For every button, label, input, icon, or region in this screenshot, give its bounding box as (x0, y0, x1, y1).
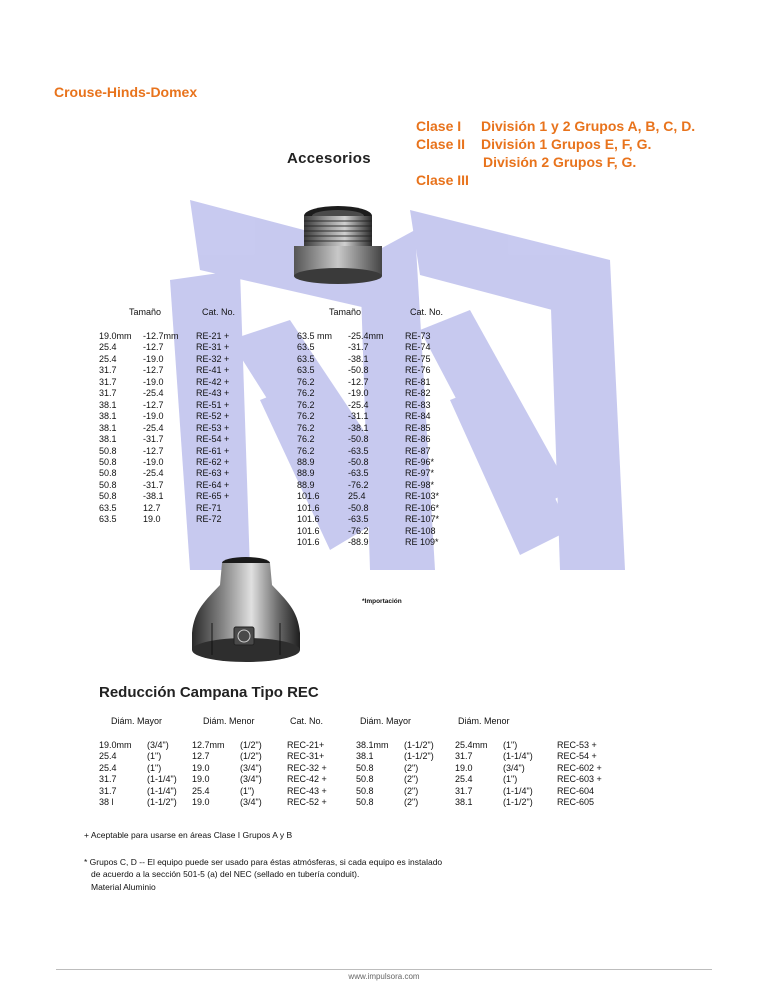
note-star-2: de acuerdo a la sección 501-5 (a) del NEC (sellado en tubería conduit). (91, 869, 360, 879)
table1-right-row-cell: RE 109* (405, 537, 439, 548)
t1-header-size-left: Tamaño (129, 307, 162, 317)
table2-row-cell: (1-1/4") (147, 785, 177, 796)
table1-left-row-cell: -25.4 (143, 468, 164, 479)
table2-row-cell: (1-1/4") (503, 751, 533, 762)
table2-row-cell: (2") (404, 762, 419, 773)
table1-right-row-cell: 76.2 (297, 411, 315, 422)
table1-right-row-cell: 88.9 (297, 456, 315, 467)
table2-row-cell: REC-604 (557, 785, 595, 796)
table2-row-cell: 38.1 (455, 797, 473, 807)
table1-left-row-cell: -25.4 (143, 422, 164, 433)
brand-name: Crouse-Hinds-Domex (54, 84, 198, 100)
table2-row-cell: 50.8 (356, 774, 374, 785)
table1-right-row-cell: -19.0 (348, 388, 369, 399)
table1-right-row-cell: 88.9 (297, 479, 315, 490)
table1-right-row-cell: 101.6 (297, 491, 320, 502)
table1-right-row-cell: RE-97* (405, 468, 435, 479)
table2-row-cell: (1-1/2") (404, 751, 434, 762)
table2-row-cell: 19.0 (192, 762, 210, 773)
table1-left-row-cell: 63.5 (99, 514, 117, 525)
table2-row-cell: 25.4mm (455, 740, 488, 750)
t1-header-cat-right: Cat. No. (410, 307, 444, 317)
table1-right-row-cell: 25.4 (348, 491, 366, 502)
table1-right-row-cell: -25.4 (348, 399, 369, 410)
table2-row-cell: (1") (147, 762, 162, 773)
table1-right-row-cell: -76.2 (348, 479, 369, 490)
table2-row-cell: 12.7mm (192, 740, 225, 750)
table1-right-row-cell: RE-85 (405, 422, 431, 433)
table2-row-cell: REC-54 + (557, 751, 597, 762)
note-plus: + Aceptable para usarse en áreas Clase I Grupos A y B (84, 830, 293, 840)
table1-right-row-cell: 63.5 (297, 342, 315, 353)
table2-row-cell: (1-1/4") (503, 785, 533, 796)
table1-left-row-cell: 19.0mm (99, 331, 132, 341)
table2-row-cell: (2") (404, 785, 419, 796)
footer-divider (56, 969, 712, 970)
table2-row-cell: REC-21+ (287, 740, 325, 750)
table1-left-row-cell: RE-65 + (196, 491, 230, 502)
table1-right-row-cell: 101.6 (297, 514, 320, 525)
table1-right-row-cell: RE-98* (405, 479, 435, 490)
table1-right-row-cell: -50.8 (348, 365, 369, 376)
table2-row-cell: (2") (404, 797, 419, 807)
table1-right-row-cell: 76.2 (297, 422, 315, 433)
table2-row-cell: 50.8 (356, 762, 374, 773)
table1-left-row-cell: -12.7 (143, 445, 164, 456)
table1-right-row-cell: RE-86 (405, 434, 431, 445)
table2-row-cell: 50.8 (356, 785, 374, 796)
table1-left-row-cell: 19.0 (143, 514, 161, 525)
table1-left-row-cell: -19.0 (143, 456, 164, 467)
table1-left-row-cell: RE-71 (196, 502, 222, 513)
table2-row-cell: 19.0 (192, 774, 210, 785)
note-star-1: * Grupos C, D -- El equipo puede ser usado para éstas atmósferas, si cada equipo es instalado (84, 857, 443, 867)
table1-right-row-cell: -76.2 (348, 525, 369, 536)
table1-right-row-cell: -50.8 (348, 456, 369, 467)
table2-row-cell: 25.4 (99, 762, 117, 773)
table1-right-row-cell: 63.5 (297, 353, 315, 364)
table2-row-cell: REC-31+ (287, 751, 325, 762)
table1-left-row-cell: 50.8 (99, 456, 117, 467)
table2-row-cell: (1-1/2") (503, 797, 533, 807)
table2-row-cell: (3/4") (240, 797, 262, 807)
table1-left-row-cell: -19.0 (143, 411, 164, 422)
clase-text-2: División 1 Grupos E, F, G. (481, 136, 652, 152)
table2-row-cell: 50.8 (356, 797, 374, 807)
table1-left-row-cell: 38.1 (99, 399, 117, 410)
section-title-rec: Reducción Campana Tipo REC (99, 684, 319, 701)
table1-left-row-cell: -12.7 (143, 399, 164, 410)
table2-row-cell: (3/4") (503, 762, 525, 773)
table1-right-row-cell: RE-81 (405, 376, 431, 387)
table2-row-cell: 38 l (99, 797, 114, 807)
table1-right-row-cell: RE-106* (405, 502, 440, 513)
table2-row-cell: 31.7 (455, 751, 473, 762)
t2-header-cat: Cat. No. (290, 716, 324, 726)
table2-row-cell: (3/4") (240, 762, 262, 773)
watermark-logo (170, 200, 630, 570)
clase-text-3: División 2 Grupos F, G. (483, 154, 637, 170)
footer-url: www.impulsora.com (348, 972, 420, 981)
table1-left-row-cell: RE-72 (196, 514, 222, 525)
table2-row-cell: (2") (404, 774, 419, 785)
table1-left-row-cell: 31.7 (99, 376, 117, 387)
table1-left-row-cell: -12.7 (143, 365, 164, 376)
t2-header-menor-left: Diám. Menor (203, 716, 255, 726)
table1-left-row-cell: RE-61 + (196, 445, 230, 456)
table1-left-row-cell: -31.7 (143, 434, 164, 445)
table1-right-row-cell: 101.6 (297, 502, 320, 513)
table1-right-row-cell: RE-74 (405, 342, 431, 353)
table1-right-row-cell: 63.5 mm (297, 331, 333, 341)
table2-row-cell: (1") (240, 785, 255, 796)
table2-row-cell: REC-52 + (287, 797, 327, 807)
table1-right-row-cell: RE-96* (405, 456, 435, 467)
table2-row-cell: 25.4 (99, 751, 117, 762)
table2-row-cell: (1-1/2") (147, 797, 177, 807)
table1-right-row-cell: -50.8 (348, 502, 369, 513)
table1-right-row-cell: 101.6 (297, 537, 320, 548)
table2-row-cell: (3/4") (240, 774, 262, 785)
table1-right-row-cell: RE-82 (405, 388, 431, 399)
table1-left-row-cell: 38.1 (99, 411, 117, 422)
table1-left-row-cell: RE-41 + (196, 365, 230, 376)
table1-right-row-cell: -31.7 (348, 342, 369, 353)
table1-right-row-cell: RE-75 (405, 353, 431, 364)
note-material: Material Aluminio (91, 882, 156, 892)
table1-left-row-cell: RE-53 + (196, 422, 230, 433)
table2-row-cell: 31.7 (99, 785, 117, 796)
table2-row-cell: 31.7 (455, 785, 473, 796)
table2-row-cell: 38.1 (356, 751, 374, 762)
t1-header-cat-left: Cat. No. (202, 307, 236, 317)
table1-right-row-cell: RE-76 (405, 365, 431, 376)
table1-right-row-cell: -25.4mm (348, 331, 384, 341)
clase-text-1: División 1 y 2 Grupos A, B, C, D. (481, 118, 696, 134)
table1-left-row-cell: RE-63 + (196, 468, 230, 479)
table1-right-row-cell: RE-108 (405, 525, 436, 536)
table1-left-row-cell: RE-43 + (196, 388, 230, 399)
t2-header-menor-right: Diám. Menor (458, 716, 510, 726)
table2-row-cell: (1") (503, 774, 518, 785)
table1-right-row-cell: 101.6 (297, 525, 320, 536)
table2-row-cell: REC-605 (557, 797, 595, 807)
table1-right-row-cell: -88.9 (348, 537, 369, 548)
table1-left-row-cell: 38.1 (99, 434, 117, 445)
table1-left-row-cell: -38.1 (143, 491, 164, 502)
table1-left-row-cell: -19.0 (143, 376, 164, 387)
table1-right-row-cell: -63.5 (348, 514, 369, 525)
table1-left-row-cell: RE-32 + (196, 353, 230, 364)
table1-left-row-cell: 12.7 (143, 502, 161, 513)
table1-right-row-cell: 76.2 (297, 388, 315, 399)
table2-row-cell: (1") (503, 740, 518, 750)
table1-left-row-cell: 31.7 (99, 388, 117, 399)
section-title-accesorios: Accesorios (287, 150, 371, 167)
table2-row-cell: REC-43 + (287, 785, 327, 796)
table1-left-row-cell: RE-21 + (196, 331, 230, 341)
table1-right-row-cell: RE-84 (405, 411, 431, 422)
import-note: *Importación (362, 598, 402, 605)
table2-row-cell: 12.7 (192, 751, 210, 762)
table1-left-row-cell: 25.4 (99, 342, 117, 353)
table1-right-row-cell: -63.5 (348, 445, 369, 456)
table1-right-row-cell: 76.2 (297, 376, 315, 387)
table1-right-row-cell: RE-107* (405, 514, 440, 525)
table1-left-row-cell: -25.4 (143, 388, 164, 399)
table2-row-cell: 25.4 (455, 774, 473, 785)
table2-row-cell: REC-602 + (557, 762, 602, 773)
t2-header-mayor-left: Diám. Mayor (111, 716, 163, 726)
table1-left-row-cell: RE-54 + (196, 434, 230, 445)
table1-left-row-cell: RE-52 + (196, 411, 230, 422)
table2-row-cell: (3/4") (147, 740, 169, 750)
reducer-bushing-image (286, 198, 386, 288)
table1-left-row-cell: 50.8 (99, 479, 117, 490)
table1-right-row-cell: -38.1 (348, 353, 369, 364)
table1-right-row-cell: RE-103* (405, 491, 440, 502)
table1-left-row-cell: 50.8 (99, 491, 117, 502)
table1-right-row-cell: -50.8 (348, 434, 369, 445)
table1-left-row-cell: RE-64 + (196, 479, 230, 490)
bell-reducer-image (186, 555, 306, 670)
table2-row-cell: REC-42 + (287, 774, 327, 785)
table1-right-row-cell: 88.9 (297, 468, 315, 479)
table1-right-row-cell: -12.7 (348, 376, 369, 387)
table1-left-row-cell: RE-31 + (196, 342, 230, 353)
table1-left-row-cell: -12.7 (143, 342, 164, 353)
table1-left-row-cell: 25.4 (99, 353, 117, 364)
table1-left-row-cell: -31.7 (143, 479, 164, 490)
table2-row-cell: (1") (147, 751, 162, 762)
table1-left-row-cell: -19.0 (143, 353, 164, 364)
clase-label-1: Clase I (416, 118, 462, 134)
table1-right-row-cell: -38.1 (348, 422, 369, 433)
table2-row-cell: 25.4 (192, 785, 210, 796)
table2-row-cell: 38.1mm (356, 740, 389, 750)
table2-row-cell: 19.0mm (99, 740, 132, 750)
table2-row-cell: (1-1/4") (147, 774, 177, 785)
table1-left-row-cell: 50.8 (99, 445, 117, 456)
table2-row-cell: (1/2") (240, 740, 262, 750)
table1-right-row-cell: 76.2 (297, 434, 315, 445)
table2-row-cell: REC-603 + (557, 774, 602, 785)
table1-right-row-cell: RE-83 (405, 399, 431, 410)
clase-label-2: Clase II (416, 136, 466, 152)
table1-left-row-cell: RE-42 + (196, 376, 230, 387)
table2-row-cell: 19.0 (455, 762, 473, 773)
table1-right-row-cell: 76.2 (297, 399, 315, 410)
table2-row-cell: REC-53 + (557, 740, 597, 750)
table1-right-row-cell: RE-87 (405, 445, 431, 456)
t1-header-size-right: Tamaño (329, 307, 362, 317)
table1-left-row-cell: 38.1 (99, 422, 117, 433)
table1-right-row-cell: RE-73 (405, 331, 431, 341)
t2-header-mayor-right: Diám. Mayor (360, 716, 412, 726)
table2-row-cell: 31.7 (99, 774, 117, 785)
table2-row-cell: (1-1/2") (404, 740, 434, 750)
table1-left-row-cell: -12.7mm (143, 331, 179, 341)
clase-label-3: Clase III (416, 172, 469, 188)
table1-left-row-cell: 31.7 (99, 365, 117, 376)
table1-left-row-cell: 63.5 (99, 502, 117, 513)
table1-left-row-cell: 50.8 (99, 468, 117, 479)
table1-right-row-cell: 63.5 (297, 365, 315, 376)
table2-row-cell: 19.0 (192, 797, 210, 807)
table1-right-row-cell: -31.1 (348, 411, 369, 422)
table1-right-row-cell: -63.5 (348, 468, 369, 479)
table1-left-row-cell: RE-51 + (196, 399, 230, 410)
table1-left-row-cell: RE-62 + (196, 456, 230, 467)
table1-right-row-cell: 76.2 (297, 445, 315, 456)
table2-row-cell: REC-32 + (287, 762, 327, 773)
table2-row-cell: (1/2") (240, 751, 262, 762)
